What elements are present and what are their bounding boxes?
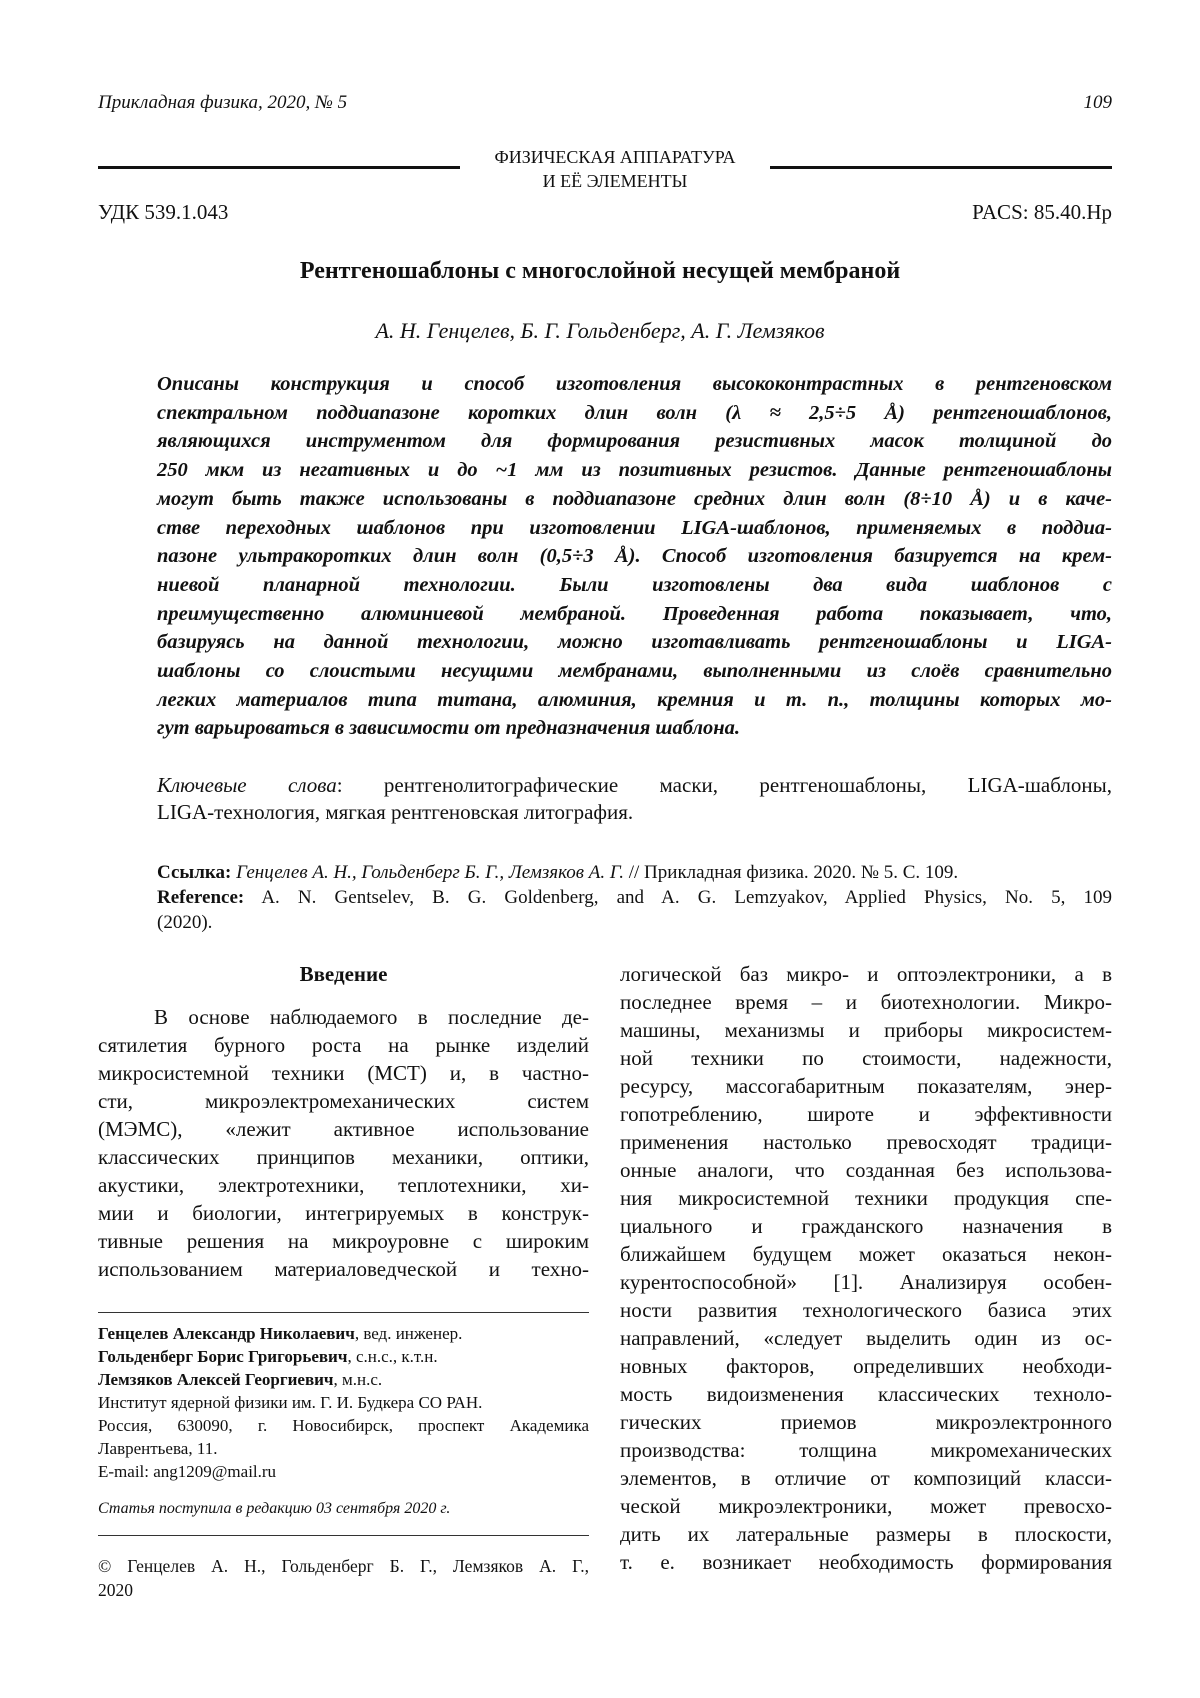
received-date: Статья поступила в редакцию 03 сентября 2020 г.	[98, 1500, 450, 1518]
copyright	[98, 1554, 589, 1602]
header-rule-right	[770, 166, 1112, 175]
citation-ru-rest: // Прикладная физика. 2020. № 5. С. 109.	[629, 862, 958, 883]
text-line: циального и гражданского назначения в	[620, 1214, 1112, 1239]
text-line: применения настолько превосходят традици-	[620, 1130, 1112, 1155]
citation-ru-authors: Генцелев А. Н., Гольденберг Б. Г., Лемзяков А. Г.	[236, 862, 624, 883]
text-line: мость видоизменения классических техноло-	[620, 1382, 1112, 1407]
author-position: , вед. инженер.	[355, 1324, 463, 1343]
udk-code: УДК 539.1.043	[98, 200, 228, 225]
text-line: гопотреблению, широте и эффективности	[620, 1102, 1112, 1127]
text-line: преимущественно алюминиевой мембраной. Проведенная работа показывает, что,	[157, 603, 1112, 626]
text-line: производства: толщина микромеханических	[620, 1438, 1112, 1463]
text-line: элементов, в отличие от композиций класси-	[620, 1466, 1112, 1491]
affiliation-line: Институт ядерной физики им. Г. И. Будкера СО РАН.	[98, 1391, 589, 1414]
author-position: , м.н.с.	[334, 1370, 383, 1389]
citation-ru-label: Ссылка:	[157, 862, 231, 883]
footnote-author	[98, 1345, 589, 1368]
text-line: дить их латеральные размеры в плоскости,	[620, 1522, 1112, 1547]
article-authors: А. Н. Генцелев, Б. Г. Гольденберг, А. Г. Лемзяков	[0, 318, 1200, 344]
text-line: Описаны конструкция и способ изготовления высококонтрастных в рентгеновском	[157, 373, 1112, 396]
text-line: онные аналоги, что созданная без использова-	[620, 1158, 1112, 1183]
text-line: гут варьироваться в зависимости от предназначения шаблона.	[157, 717, 1112, 740]
copyright-rule	[98, 1535, 589, 1536]
text-line: спектральном поддиапазоне коротких длин волн (λ ≈ 2,5÷5 Å) рентгеношаблонов,	[157, 402, 1112, 425]
affiliation-line: Лаврентьева, 11.	[98, 1437, 589, 1460]
citation-en-line-2: (2020).	[157, 910, 1112, 935]
text-line: последнее время – и биотехнологии. Микро-	[620, 990, 1112, 1015]
text-line: ческой микроэлектроники, может превосхо-	[620, 1494, 1112, 1519]
citation-en-line-1: A. N. Gentselev, B. G. Goldenberg, and A. G. Lemzyakov, Applied Physics, No. 5, 109	[261, 887, 1112, 908]
text-line: микросистемной техники (МСТ) и, в частно-	[98, 1061, 589, 1086]
section-heading	[460, 145, 770, 193]
text-line: тивные решения на микроуровне с широким	[98, 1229, 589, 1254]
copyright-line-2: 2020	[98, 1578, 589, 1602]
text-line: ниевой планарной технологии. Были изготовлены два вида шаблонов с	[157, 574, 1112, 597]
text-line: гических приемов микроэлектронного	[620, 1410, 1112, 1435]
text-line: акустики, электротехники, теплотехники, хи-	[98, 1173, 589, 1198]
text-line: курентоспособной» [1]. Анализируя особен-	[620, 1270, 1112, 1295]
text-line: базируясь на данной технологии, можно изготавливать рентгеношаблоны и LIGA-	[157, 631, 1112, 654]
text-line: сти, микроэлектромеханических систем	[98, 1089, 589, 1114]
author-position: , с.н.с., к.т.н.	[347, 1347, 437, 1366]
author-email[interactable]: E-mail: ang1209@mail.ru	[98, 1460, 589, 1483]
article-title: Рентгеношаблоны с многослойной несущей мембраной	[0, 258, 1200, 285]
keywords-line-2: LIGA-технология, мягкая рентгеновская литография.	[157, 799, 1112, 826]
text-line: сятилетия бурного роста на рынке изделий	[98, 1033, 589, 1058]
text-line: (МЭМС), «лежит активное использование	[98, 1117, 589, 1142]
footnote-rule	[98, 1312, 589, 1313]
text-line: стве переходных шаблонов при изготовлении LIGA-шаблонов, применяемых в поддиа-	[157, 517, 1112, 540]
text-line: шаблоны со слоистыми несущими мембранами, выполненными из слоёв сравнительно	[157, 660, 1112, 683]
text-line: ния микросистемной техники продукция спе-	[620, 1186, 1112, 1211]
section-line-2: И ЕЁ ЭЛЕМЕНТЫ	[460, 169, 770, 193]
text-line: 250 мкм из негативных и до ~1 мм из позитивных резистов. Данные рентгеношаблоны	[157, 459, 1112, 482]
footnote-author	[98, 1368, 589, 1391]
author-name: Генцелев Александр Николаевич	[98, 1324, 355, 1343]
text-line: легких материалов типа титана, алюминия, кремния и т. п., толщины которых мо-	[157, 689, 1112, 712]
text-line: логической баз микро- и оптоэлектроники, а в	[620, 962, 1112, 987]
text-line: ресурсу, массогабаритным показателям, энер-	[620, 1074, 1112, 1099]
section-line-1: ФИЗИЧЕСКАЯ АППАРАТУРА	[460, 145, 770, 169]
intro-heading: Введение	[98, 962, 589, 987]
text-line: машины, механизмы и приборы микросистем-	[620, 1018, 1112, 1043]
author-name: Гольденберг Борис Григорьевич	[98, 1347, 347, 1366]
text-line: мии и биологии, интегрируемых в конструк-	[98, 1201, 589, 1226]
pacs-code: PACS: 85.40.Hp	[972, 200, 1112, 225]
text-line: использованием материаловедческой и техно-	[98, 1257, 589, 1282]
text-line: пазоне ультракоротких длин волн (0,5÷3 Å). Способ изготовления базируется на крем-	[157, 545, 1112, 568]
text-line: являющихся инструментом для формирования резистивных масок толщиной до	[157, 430, 1112, 453]
footnote-author	[98, 1322, 589, 1345]
text-line: ности развития технологического базиса этих	[620, 1298, 1112, 1323]
keywords-label: Ключевые слова	[157, 773, 337, 797]
copyright-line-1: © Генцелев А. Н., Гольденберг Б. Г., Лемзяков А. Г.,	[98, 1554, 589, 1578]
text-line: направлений, «следует выделить один из ос-	[620, 1326, 1112, 1351]
citation-en-label: Reference:	[157, 887, 244, 908]
text-line: В основе наблюдаемого в последние де-	[154, 1005, 589, 1030]
header-rule-left	[98, 166, 460, 175]
journal-header: Прикладная физика, 2020, № 5	[98, 92, 347, 114]
text-line: ближайшем будущем может оказаться некон-	[620, 1242, 1112, 1267]
citation	[157, 860, 1112, 935]
page-number: 109	[1084, 92, 1113, 114]
text-line: классических принципов механики, оптики,	[98, 1145, 589, 1170]
keywords-line-1: : рентгенолитографические маски, рентгеношаблоны, LIGA-шаблоны,	[337, 773, 1112, 797]
author-footnote	[98, 1322, 589, 1483]
keywords	[157, 772, 1112, 826]
text-line: могут быть также использованы в поддиапазоне средних длин волн (8÷10 Å) и в каче-	[157, 488, 1112, 511]
affiliation-line: Россия, 630090, г. Новосибирск, проспект Академика	[98, 1414, 589, 1437]
text-line: т. е. возникает необходимость формирования	[620, 1550, 1112, 1575]
author-name: Лемзяков Алексей Георгиевич	[98, 1370, 334, 1389]
text-line: ной техники по стоимости, надежности,	[620, 1046, 1112, 1071]
text-line: новных факторов, определивших необходи-	[620, 1354, 1112, 1379]
